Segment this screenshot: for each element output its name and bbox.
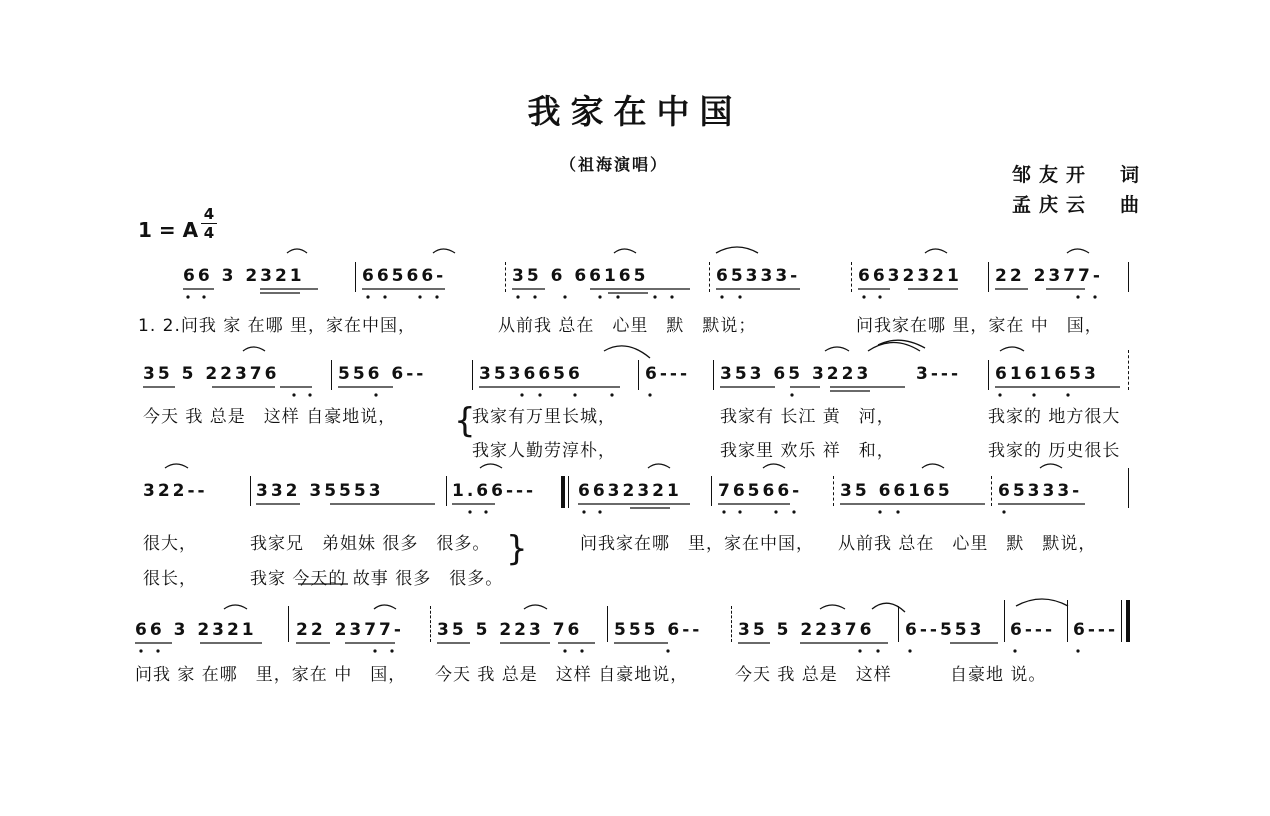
final-barline-thick: [1126, 600, 1130, 642]
lyric-line: 从前我 总在 心里 默 默说，: [838, 534, 1097, 554]
measure-notes: 6---: [1010, 620, 1055, 640]
measure-notes: 3---: [916, 364, 961, 384]
barline: [446, 476, 447, 506]
measure-notes: 6--553: [905, 620, 985, 640]
slur: [925, 249, 947, 253]
lower-octave-dot: [582, 510, 585, 513]
lower-octave-dot: [139, 649, 142, 652]
slur: [287, 249, 307, 253]
lower-octave-dot: [484, 510, 487, 513]
barline: [1128, 350, 1129, 390]
lower-octave-dot: [1013, 649, 1016, 652]
lower-octave-dot: [202, 295, 205, 298]
lower-octave-dot: [390, 649, 393, 652]
slur: [614, 249, 636, 253]
slur: [872, 603, 905, 612]
lower-octave-dot: [1093, 295, 1096, 298]
barline: [1128, 468, 1129, 508]
lower-octave-dot: [292, 393, 295, 396]
lower-octave-dot: [598, 295, 601, 298]
key-signature: 1 = A: [138, 218, 199, 242]
lyric-line: 我家兄 弟姐妹 很多 很多。: [250, 534, 491, 554]
barline: [988, 360, 989, 390]
lower-octave-dot: [738, 510, 741, 513]
lyric-line: 我家有万里长城，: [472, 407, 616, 427]
measure-notes: 76566-: [718, 481, 803, 501]
lower-octave-dot: [738, 295, 741, 298]
lower-octave-dot: [563, 295, 566, 298]
lower-octave-dot: [533, 295, 536, 298]
measure-notes: 6---: [1073, 620, 1118, 640]
measure-notes: 6632321: [578, 481, 682, 501]
lower-octave-dot: [373, 649, 376, 652]
lower-octave-dot: [186, 295, 189, 298]
barline: [1067, 600, 1068, 642]
measure-notes: 66 3 2321: [183, 266, 305, 286]
lower-octave-dot: [156, 649, 159, 652]
lower-octave-dot: [790, 393, 793, 396]
composer-credit: 孟庆云 曲: [1012, 194, 1148, 216]
lower-octave-dot: [616, 295, 619, 298]
lower-octave-dot: [774, 510, 777, 513]
measure-notes: 22 2377-: [296, 620, 404, 640]
slur: [1040, 464, 1062, 468]
measure-notes: 6---: [645, 364, 690, 384]
measure-notes: 22 2377-: [995, 266, 1103, 286]
lower-octave-dot: [792, 510, 795, 513]
lower-octave-dot: [878, 295, 881, 298]
lower-octave-dot: [908, 649, 911, 652]
lower-octave-dot: [308, 393, 311, 396]
slur: [878, 340, 925, 348]
time-signature: [201, 205, 217, 242]
slur: [825, 347, 849, 351]
lower-octave-dot: [573, 393, 576, 396]
lower-octave-dot: [1002, 510, 1005, 513]
lyricist-credit: 邹友开 词: [1012, 164, 1148, 186]
slur: [604, 346, 650, 358]
lyric-line: 我家的 历史很长: [988, 441, 1121, 461]
barline: [833, 476, 834, 506]
slur: [763, 464, 785, 468]
barline: [988, 262, 989, 292]
lower-octave-dot: [1066, 393, 1069, 396]
beam-underlines: [135, 289, 1120, 643]
lower-octave-dot: [862, 295, 865, 298]
lyric-line: 我家里 欢乐 祥 和，: [720, 441, 895, 461]
lower-octave-dot: [666, 649, 669, 652]
lower-octave-dot: [538, 393, 541, 396]
slur: [480, 464, 502, 468]
lyric-line: 很大，: [143, 534, 197, 554]
lower-octave-dot: [1076, 295, 1079, 298]
lyric-line: 我家 今天的 故事 很多 很多。: [250, 569, 504, 589]
slurs: [165, 247, 1089, 612]
barline: [607, 606, 608, 642]
lyric-line: 今天 我 总是 这样: [735, 665, 892, 685]
slur: [868, 343, 920, 352]
lyric-line: 问我 家 在哪 里，家在 中 国，: [135, 665, 407, 685]
verse-brace: {: [454, 401, 476, 441]
barline: [731, 606, 732, 642]
lower-octave-dot: [722, 510, 725, 513]
lower-octave-dot: [520, 393, 523, 396]
lower-octave-dot: [670, 295, 673, 298]
slur: [374, 605, 396, 609]
slur: [648, 464, 670, 468]
lyric-line: 很长，: [143, 569, 197, 589]
performer-note: （祖海演唱）: [560, 155, 669, 174]
barline: [851, 262, 852, 292]
lower-octave-dot: [858, 649, 861, 652]
barline: [331, 360, 332, 390]
measure-notes: 3536656: [479, 364, 583, 384]
song-title: 我家在中国: [527, 92, 743, 131]
lower-octave-dot: [1032, 393, 1035, 396]
verse-brace: }: [506, 529, 528, 569]
lower-octave-dot: [563, 649, 566, 652]
lower-octave-dot: [878, 510, 881, 513]
lyric-line: 今天 我 总是 这样 自豪地说，: [435, 665, 689, 685]
final-barline: [1121, 600, 1122, 642]
lower-octave-dot: [418, 295, 421, 298]
slur: [524, 605, 547, 609]
barline: [898, 606, 899, 642]
octave-dots: [139, 295, 1096, 652]
slur: [820, 605, 845, 609]
lower-octave-dot: [648, 393, 651, 396]
lower-octave-dot: [366, 295, 369, 298]
lyric-line: 问我家在哪 里，家在 中 国，: [856, 316, 1103, 336]
measure-notes: 35 5 22376: [738, 620, 875, 640]
barline: [472, 360, 473, 390]
measure-notes: 1.66---: [452, 481, 537, 501]
lower-octave-dot: [435, 295, 438, 298]
barline: [568, 476, 569, 508]
measure-notes: 556 6--: [338, 364, 427, 384]
barline: [288, 606, 289, 642]
barline: [713, 360, 714, 390]
lower-octave-dot: [374, 393, 377, 396]
measure-notes: 66566-: [362, 266, 447, 286]
measure-notes: 35 66165: [840, 481, 953, 501]
lyric-line: 我家有 长江 黄 河，: [720, 407, 895, 427]
slur: [243, 347, 265, 351]
measure-notes: 6161653: [995, 364, 1099, 384]
lower-octave-dot: [876, 649, 879, 652]
lower-octave-dot: [598, 510, 601, 513]
lyric-line: 我家人勤劳淳朴，: [472, 441, 616, 461]
measure-notes: 66 3 2321: [135, 620, 257, 640]
measure-notes: 555 6--: [614, 620, 703, 640]
barline: [711, 476, 712, 506]
barline: [250, 476, 251, 506]
slur: [716, 247, 758, 253]
time-signature-top: 4: [201, 205, 217, 224]
measure-notes: 35 5 22376: [143, 364, 280, 384]
measure-notes: 332 35553: [256, 481, 384, 501]
barline: [355, 262, 356, 292]
slur: [1067, 249, 1089, 253]
time-signature-bottom: 4: [203, 224, 215, 242]
barline: [638, 360, 639, 390]
lower-octave-dot: [653, 295, 656, 298]
lower-octave-dot: [896, 510, 899, 513]
lower-octave-dot: [720, 295, 723, 298]
lower-octave-dot: [516, 295, 519, 298]
measure-notes: 6632321: [858, 266, 962, 286]
lower-octave-dot: [610, 393, 613, 396]
slur: [165, 464, 188, 468]
measure-notes: 322--: [143, 481, 208, 501]
measure-notes: 65333-: [716, 266, 801, 286]
lower-octave-dot: [1076, 649, 1079, 652]
repeat-end-barline: [561, 476, 565, 508]
slur: [1016, 599, 1068, 606]
lower-octave-dot: [383, 295, 386, 298]
measure-notes: 35 5 223 76: [437, 620, 583, 640]
barline: [1004, 600, 1005, 642]
barline: [505, 262, 506, 292]
barline: [430, 606, 431, 642]
measure-notes: 35 6 66165: [512, 266, 649, 286]
barline: [991, 476, 992, 506]
slur: [922, 464, 944, 468]
lyric-line: 从前我 总在 心里 默 默说；: [498, 316, 757, 336]
barline: [709, 262, 710, 292]
lyric-line: 问我家在哪 里，家在中国，: [580, 534, 814, 554]
slur: [433, 249, 455, 253]
slur: [224, 605, 247, 609]
lyric-line: 自豪地 说。: [950, 665, 1047, 685]
lower-octave-dot: [998, 393, 1001, 396]
lyric-line: 1. 2.问我 家 在哪 里，家在中国，: [138, 316, 417, 336]
lower-octave-dot: [580, 649, 583, 652]
measure-notes: 353 65 3223: [720, 364, 872, 384]
measure-notes: 65333-: [998, 481, 1083, 501]
barline: [1128, 262, 1129, 292]
lyric-line: 我家的 地方很大: [988, 407, 1121, 427]
lyric-line: 今天 我 总是 这样 自豪地说，: [143, 407, 397, 427]
slur: [1000, 347, 1024, 351]
lower-octave-dot: [468, 510, 471, 513]
